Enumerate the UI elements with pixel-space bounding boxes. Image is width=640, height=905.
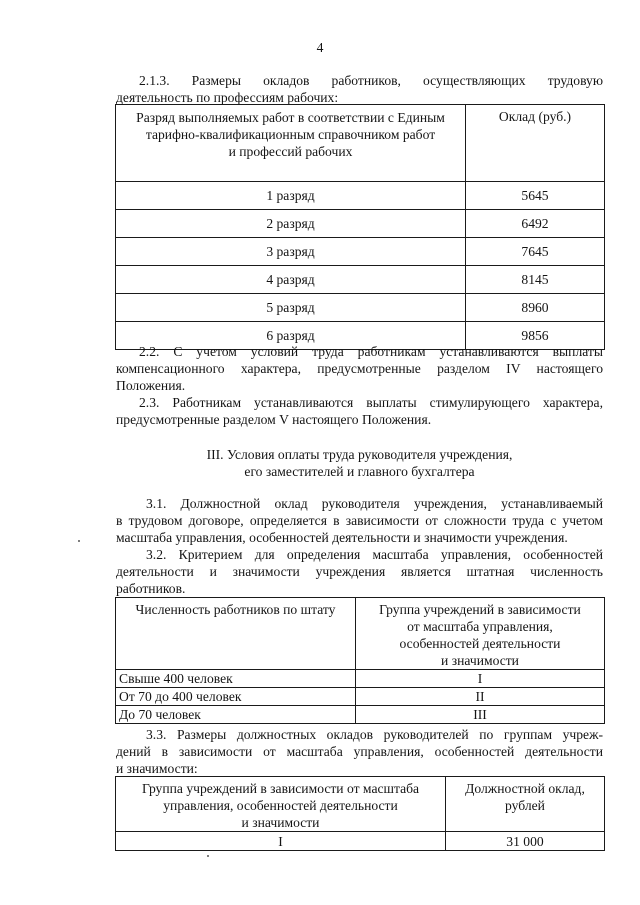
paragraph-line: Положения.: [116, 378, 186, 393]
salaries-header-line: Должностной оклад,: [465, 781, 585, 796]
groups-header-line: особенностей деятельности: [399, 636, 561, 651]
salary-cell: 7645: [466, 238, 605, 266]
paragraph-line: 3.1. Должностной оклад руководителя учреждения, устанавливаемый: [146, 496, 603, 511]
grades-header-line: тарифно-квалификационным справочником работ: [145, 127, 436, 142]
grades-header-salary: Оклад (руб.): [466, 105, 605, 182]
groups-table-header: [116, 598, 605, 670]
count-cell: До 70 человек: [116, 706, 356, 724]
table-row: [116, 832, 605, 851]
groups-table: [115, 597, 605, 724]
paragraph-line: 2.3. Работникам устанавливаются выплаты стимулирующего характера,: [139, 395, 603, 410]
paragraph-line: работников.: [116, 581, 186, 596]
table-row: [116, 266, 605, 294]
grades-header-line: и профессий рабочих: [228, 144, 353, 159]
salaries-table: [115, 776, 605, 851]
groups-header-line: от масштаба управления,: [407, 619, 553, 634]
paragraph-line: 3.3. Размеры должностных окладов руководителей по группам учреж-: [146, 727, 603, 742]
section-3-title: [116, 446, 603, 480]
paragraph-line: и значимости:: [116, 761, 198, 776]
paragraph-3-2: [116, 546, 603, 597]
section-title-line: его заместителей и главного бухгалтера: [244, 464, 475, 479]
salaries-header-line: управления, особенностей деятельности: [163, 798, 398, 813]
grade-cell: 3 разряд: [116, 238, 466, 266]
count-cell: Свыше 400 человек: [116, 670, 356, 688]
grades-header-grade: [116, 105, 466, 182]
salary-cell: 9856: [466, 322, 605, 350]
paragraph-2-2: [116, 343, 603, 394]
paragraph-line: компенсационного характера, предусмотренные разделом IV настоящего: [116, 361, 603, 376]
salaries-header-group: [116, 777, 446, 832]
salary-cell: 31 000: [446, 832, 605, 851]
group-cell: I: [116, 832, 446, 851]
section-2-1-3: [116, 72, 603, 106]
group-cell: I: [356, 670, 605, 688]
section-2-1-3-line2: деятельность по профессиям рабочих:: [116, 90, 339, 105]
table-row: [116, 238, 605, 266]
grade-cell: 4 разряд: [116, 266, 466, 294]
grade-cell: 2 разряд: [116, 210, 466, 238]
groups-header-group: [356, 598, 605, 670]
paragraph-line: предусмотренные разделом V настоящего Положения.: [116, 412, 432, 427]
grades-header-line: Разряд выполняемых работ в соответствии с Единым: [136, 110, 445, 125]
grades-table-header: [116, 105, 605, 182]
paragraph-line: деятельности и значимости учреждения является штатная численность: [116, 564, 603, 579]
table-row: [116, 706, 605, 724]
table-row: [116, 210, 605, 238]
salary-cell: 6492: [466, 210, 605, 238]
table-row: [116, 670, 605, 688]
groups-header-count: Численность работников по штату: [116, 598, 356, 670]
grade-cell: 1 разряд: [116, 182, 466, 210]
salaries-header-line: и значимости: [241, 815, 320, 830]
grade-cell: 5 разряд: [116, 294, 466, 322]
salaries-header-line: рублей: [505, 798, 545, 813]
paragraph-line: масштаба управления, особенностей деятельности и значимости учреждения.: [116, 530, 568, 545]
section-title-line: III. Условия оплаты труда руководителя учреждения,: [206, 447, 513, 462]
table-row: [116, 294, 605, 322]
page-number: 4: [316, 40, 324, 55]
paragraph-line: дений в зависимости от масштаба управления, особенностей деятельности: [116, 744, 603, 759]
section-2-1-3-line1: 2.1.3. Размеры окладов работников, осуществляющих трудовую: [139, 73, 603, 88]
group-cell: III: [356, 706, 605, 724]
salaries-header-salary: [446, 777, 605, 832]
salary-cell: 8960: [466, 294, 605, 322]
groups-header-line: Группа учреждений в зависимости: [379, 602, 581, 617]
paragraph-3-3: [116, 726, 603, 777]
grade-cell: 6 разряд: [116, 322, 466, 350]
paragraph-line: 3.2. Критерием для определения масштаба управления, особенностей: [146, 547, 603, 562]
grades-table: [115, 104, 605, 350]
salaries-table-header: [116, 777, 605, 832]
table-row: [116, 688, 605, 706]
salary-cell: 5645: [466, 182, 605, 210]
table-row: [116, 182, 605, 210]
scan-speck: [207, 855, 209, 857]
paragraph-2-3: [116, 394, 603, 428]
paragraph-3-1: [116, 495, 603, 546]
group-cell: II: [356, 688, 605, 706]
paragraph-line: 2.2. С учетом условий труда работникам устанавливаются выплаты: [139, 344, 603, 359]
count-cell: От 70 до 400 человек: [116, 688, 356, 706]
paragraph-line: в трудовом договоре, определяется в зависимости от сложности труда с учетом: [116, 513, 603, 528]
salary-cell: 8145: [466, 266, 605, 294]
scan-speck: [78, 540, 80, 542]
salaries-header-line: Группа учреждений в зависимости от масштаба: [141, 781, 420, 796]
groups-header-line: и значимости: [441, 653, 519, 668]
